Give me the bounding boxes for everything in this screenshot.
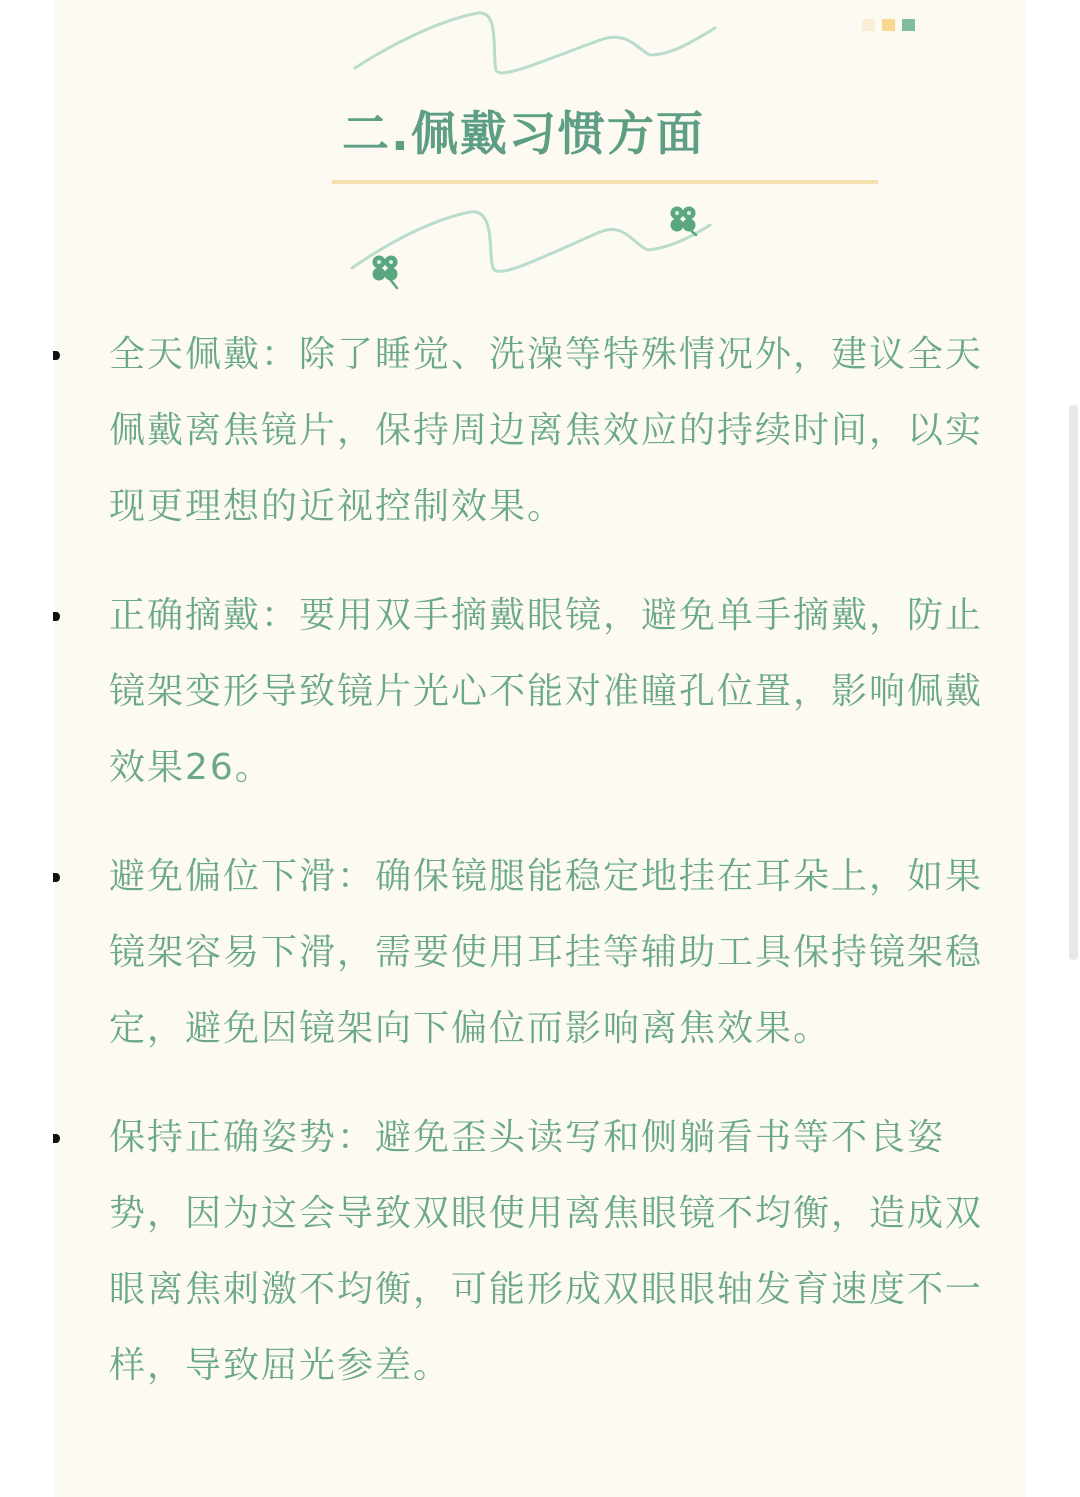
title-underline <box>332 180 878 184</box>
wave-line-icon <box>355 13 715 73</box>
item-text: 正确摘戴：要用双手摘戴眼镜，避免单手摘戴，防止镜架变形导致镜片光心不能对准瞳孔位置，影响佩戴效果26。 <box>109 595 984 788</box>
clover-icon <box>671 207 697 236</box>
bullet-icon <box>53 1134 60 1143</box>
item-text: 保持正确姿势：避免歪头读写和侧躺看书等不良姿势，因为这会导致双眼使用离焦眼镜不均衡，造成双眼离焦刺激不均衡，可能形成双眼眼轴发育速度不一样，导致屈光参差。 <box>109 1117 984 1386</box>
list-item <box>0 317 1080 545</box>
item-text: 避免偏位下滑：确保镜腿能稳定地挂在耳朵上，如果镜架容易下滑，需要使用耳挂等辅助工具保持镜架稳定，避免因镜架向下偏位而影响离焦效果。 <box>109 856 984 1049</box>
bullet-icon <box>53 873 60 882</box>
section-title: 二.佩戴习惯方面 <box>342 107 705 162</box>
clover-icon <box>373 256 398 289</box>
list-item <box>0 839 1080 1067</box>
bullet-icon <box>53 612 60 621</box>
wave-line-icon <box>352 212 710 272</box>
bullet-icon <box>53 351 60 360</box>
list-item <box>0 578 1080 806</box>
list-item <box>0 1100 1080 1404</box>
habit-list <box>0 317 1080 1404</box>
item-text: 全天佩戴：除了睡觉、洗澡等特殊情况外，建议全天佩戴离焦镜片，保持周边离焦效应的持续时间，以实现更理想的近视控制效果。 <box>109 334 984 527</box>
